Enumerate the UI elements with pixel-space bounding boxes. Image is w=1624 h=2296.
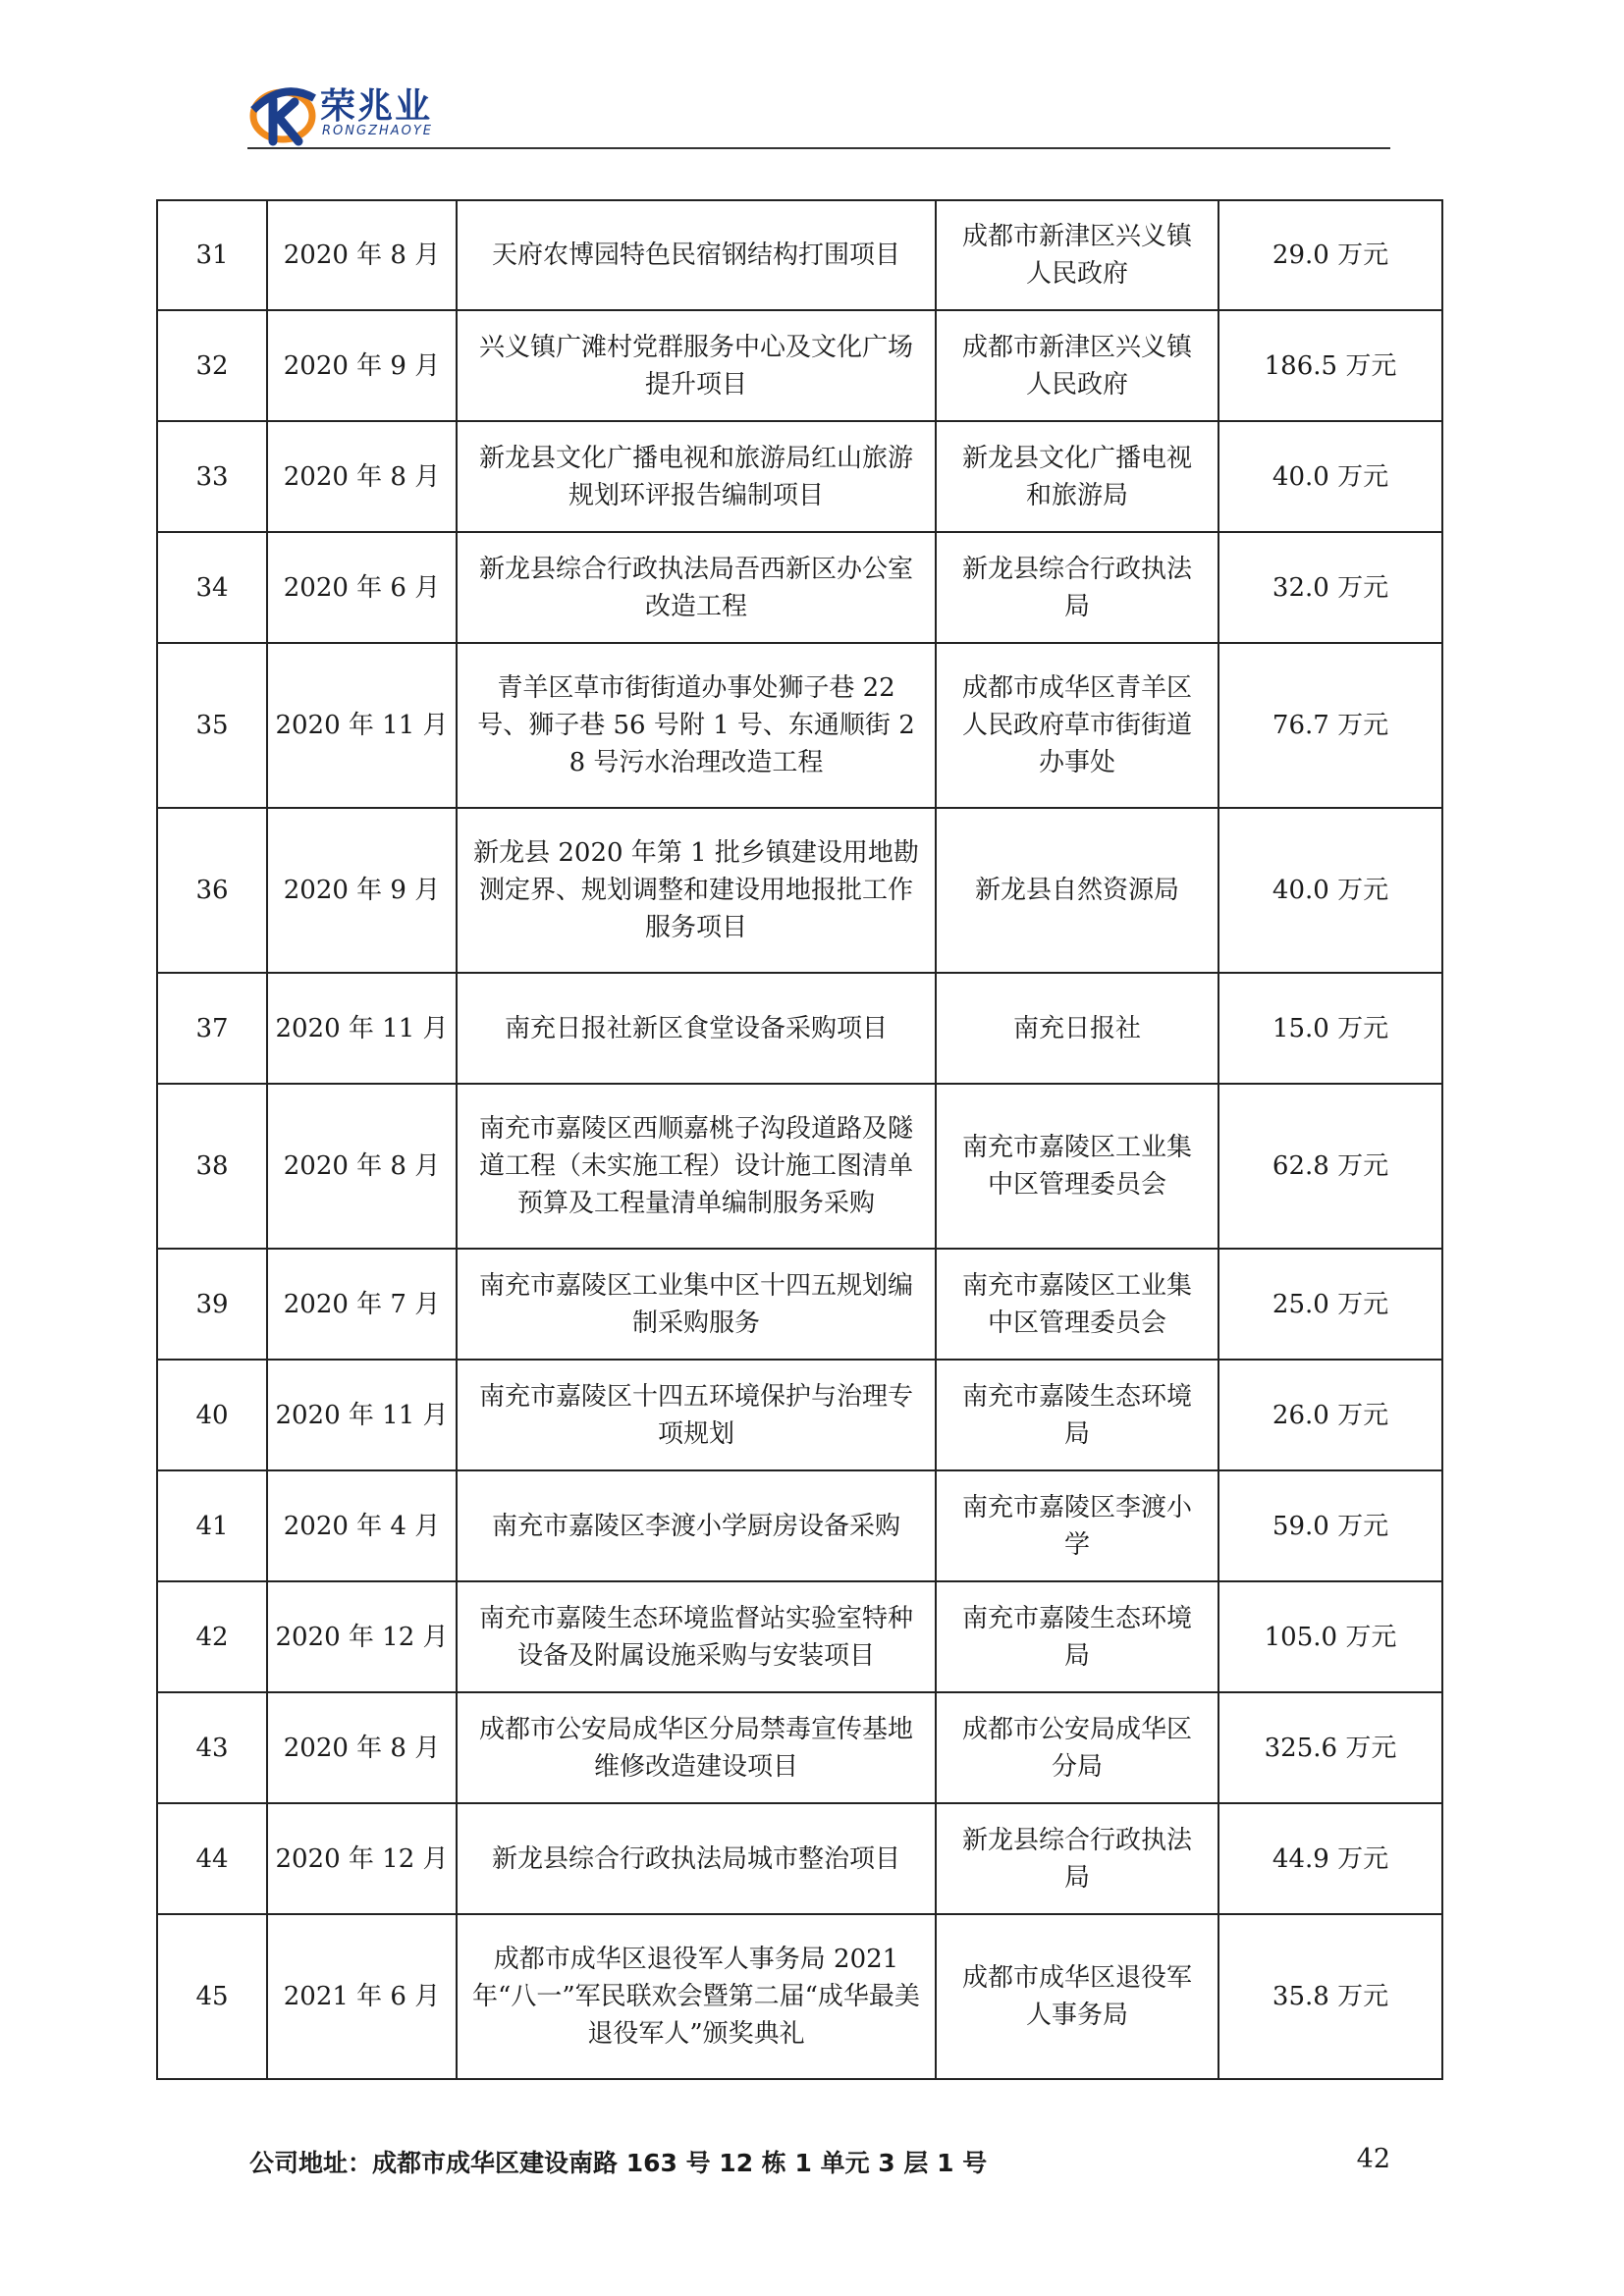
row-number: 38 xyxy=(157,1084,267,1249)
row-date: 2020 年 8 月 xyxy=(267,200,457,310)
row-number: 36 xyxy=(157,808,267,973)
row-number: 31 xyxy=(157,200,267,310)
row-date: 2020 年 9 月 xyxy=(267,310,457,421)
header-divider xyxy=(247,147,1390,149)
row-amount: 105.0 万元 xyxy=(1218,1581,1442,1692)
table-row xyxy=(157,1692,1442,1803)
row-date: 2020 年 12 月 xyxy=(267,1803,457,1914)
project-table-body xyxy=(157,200,1442,2079)
row-client: 南充市嘉陵区李渡小学 xyxy=(936,1470,1218,1581)
table-row xyxy=(157,310,1442,421)
row-date: 2020 年 11 月 xyxy=(267,643,457,808)
table-row xyxy=(157,973,1442,1084)
page-footer xyxy=(249,2144,1390,2183)
row-project: 新龙县文化广播电视和旅游局红山旅游规划环评报告编制项目 xyxy=(457,421,936,532)
row-date: 2020 年 8 月 xyxy=(267,1084,457,1249)
row-date: 2020 年 6 月 xyxy=(267,532,457,643)
row-date: 2020 年 9 月 xyxy=(267,808,457,973)
row-date: 2020 年 7 月 xyxy=(267,1249,457,1360)
row-number: 42 xyxy=(157,1581,267,1692)
row-date: 2020 年 12 月 xyxy=(267,1581,457,1692)
row-client: 成都市公安局成华区分局 xyxy=(936,1692,1218,1803)
table-row xyxy=(157,1360,1442,1470)
row-amount: 29.0 万元 xyxy=(1218,200,1442,310)
table-row xyxy=(157,532,1442,643)
brand-name-cn: 荣兆业 xyxy=(320,86,433,127)
row-client: 新龙县综合行政执法局 xyxy=(936,532,1218,643)
row-project: 新龙县综合行政执法局吾西新区办公室改造工程 xyxy=(457,532,936,643)
row-amount: 40.0 万元 xyxy=(1218,808,1442,973)
row-amount: 62.8 万元 xyxy=(1218,1084,1442,1249)
row-number: 34 xyxy=(157,532,267,643)
page-number: 42 xyxy=(1356,2144,1390,2174)
row-date: 2021 年 6 月 xyxy=(267,1914,457,2079)
table-row xyxy=(157,1084,1442,1249)
row-project: 南充市嘉陵区十四五环境保护与治理专项规划 xyxy=(457,1360,936,1470)
row-number: 33 xyxy=(157,421,267,532)
row-client: 南充市嘉陵生态环境局 xyxy=(936,1360,1218,1470)
table-row xyxy=(157,643,1442,808)
table-row xyxy=(157,1581,1442,1692)
row-number: 44 xyxy=(157,1803,267,1914)
row-project: 新龙县 2020 年第 1 批乡镇建设用地勘测定界、规划调整和建设用地报批工作服务项目 xyxy=(457,808,936,973)
row-client: 新龙县综合行政执法局 xyxy=(936,1803,1218,1914)
row-client: 南充市嘉陵区工业集中区管理委员会 xyxy=(936,1084,1218,1249)
row-amount: 32.0 万元 xyxy=(1218,532,1442,643)
row-amount: 59.0 万元 xyxy=(1218,1470,1442,1581)
row-number: 37 xyxy=(157,973,267,1084)
table-row xyxy=(157,1470,1442,1581)
row-client: 新龙县文化广播电视和旅游局 xyxy=(936,421,1218,532)
row-project: 成都市公安局成华区分局禁毒宣传基地维修改造建设项目 xyxy=(457,1692,936,1803)
brand-name-en: RONGZHAOYE xyxy=(322,124,434,138)
row-amount: 40.0 万元 xyxy=(1218,421,1442,532)
row-project: 新龙县综合行政执法局城市整治项目 xyxy=(457,1803,936,1914)
row-project: 南充市嘉陵区西顺嘉桃子沟段道路及隧道工程（未实施工程）设计施工图清单预算及工程量清单编制服务采购 xyxy=(457,1084,936,1249)
row-amount: 26.0 万元 xyxy=(1218,1360,1442,1470)
row-project: 南充市嘉陵生态环境监督站实验室特种设备及附属设施采购与安装项目 xyxy=(457,1581,936,1692)
row-number: 45 xyxy=(157,1914,267,2079)
row-date: 2020 年 8 月 xyxy=(267,421,457,532)
row-number: 32 xyxy=(157,310,267,421)
row-date: 2020 年 11 月 xyxy=(267,1360,457,1470)
table-row xyxy=(157,421,1442,532)
table-row xyxy=(157,200,1442,310)
page-header xyxy=(244,77,1390,149)
table-row xyxy=(157,1803,1442,1914)
row-number: 40 xyxy=(157,1360,267,1470)
row-project: 南充市嘉陵区李渡小学厨房设备采购 xyxy=(457,1470,936,1581)
row-number: 35 xyxy=(157,643,267,808)
table-row xyxy=(157,1914,1442,2079)
row-amount: 44.9 万元 xyxy=(1218,1803,1442,1914)
row-amount: 35.8 万元 xyxy=(1218,1914,1442,2079)
row-amount: 325.6 万元 xyxy=(1218,1692,1442,1803)
row-number: 43 xyxy=(157,1692,267,1803)
row-date: 2020 年 8 月 xyxy=(267,1692,457,1803)
row-project: 成都市成华区退役军人事务局 2021 年“八一”军民联欢会暨第二届“成华最美退役军人”颁奖典礼 xyxy=(457,1914,936,2079)
row-client: 南充市嘉陵生态环境局 xyxy=(936,1581,1218,1692)
row-client: 新龙县自然资源局 xyxy=(936,808,1218,973)
row-client: 成都市新津区兴义镇人民政府 xyxy=(936,200,1218,310)
row-project: 兴义镇广滩村党群服务中心及文化广场提升项目 xyxy=(457,310,936,421)
row-project: 天府农博园特色民宿钢结构打围项目 xyxy=(457,200,936,310)
row-client: 成都市成华区青羊区人民政府草市街街道办事处 xyxy=(936,643,1218,808)
row-amount: 25.0 万元 xyxy=(1218,1249,1442,1360)
row-date: 2020 年 4 月 xyxy=(267,1470,457,1581)
project-table xyxy=(156,199,1443,2080)
row-client: 成都市成华区退役军人事务局 xyxy=(936,1914,1218,2079)
row-number: 41 xyxy=(157,1470,267,1581)
row-client: 南充日报社 xyxy=(936,973,1218,1084)
company-address: 公司地址：成都市成华区建设南路 163 号 12 栋 1 单元 3 层 1 号 xyxy=(249,2149,988,2177)
row-number: 39 xyxy=(157,1249,267,1360)
row-amount: 186.5 万元 xyxy=(1218,310,1442,421)
company-logo-icon xyxy=(244,77,322,149)
row-amount: 76.7 万元 xyxy=(1218,643,1442,808)
row-date: 2020 年 11 月 xyxy=(267,973,457,1084)
row-client: 成都市新津区兴义镇人民政府 xyxy=(936,310,1218,421)
row-project: 青羊区草市街街道办事处狮子巷 22 号、狮子巷 56 号附 1 号、东通顺街 28 号污水治理改造工程 xyxy=(457,643,936,808)
table-row xyxy=(157,1249,1442,1360)
row-client: 南充市嘉陵区工业集中区管理委员会 xyxy=(936,1249,1218,1360)
row-project: 南充日报社新区食堂设备采购项目 xyxy=(457,973,936,1084)
row-project: 南充市嘉陵区工业集中区十四五规划编制采购服务 xyxy=(457,1249,936,1360)
row-amount: 15.0 万元 xyxy=(1218,973,1442,1084)
table-row xyxy=(157,808,1442,973)
